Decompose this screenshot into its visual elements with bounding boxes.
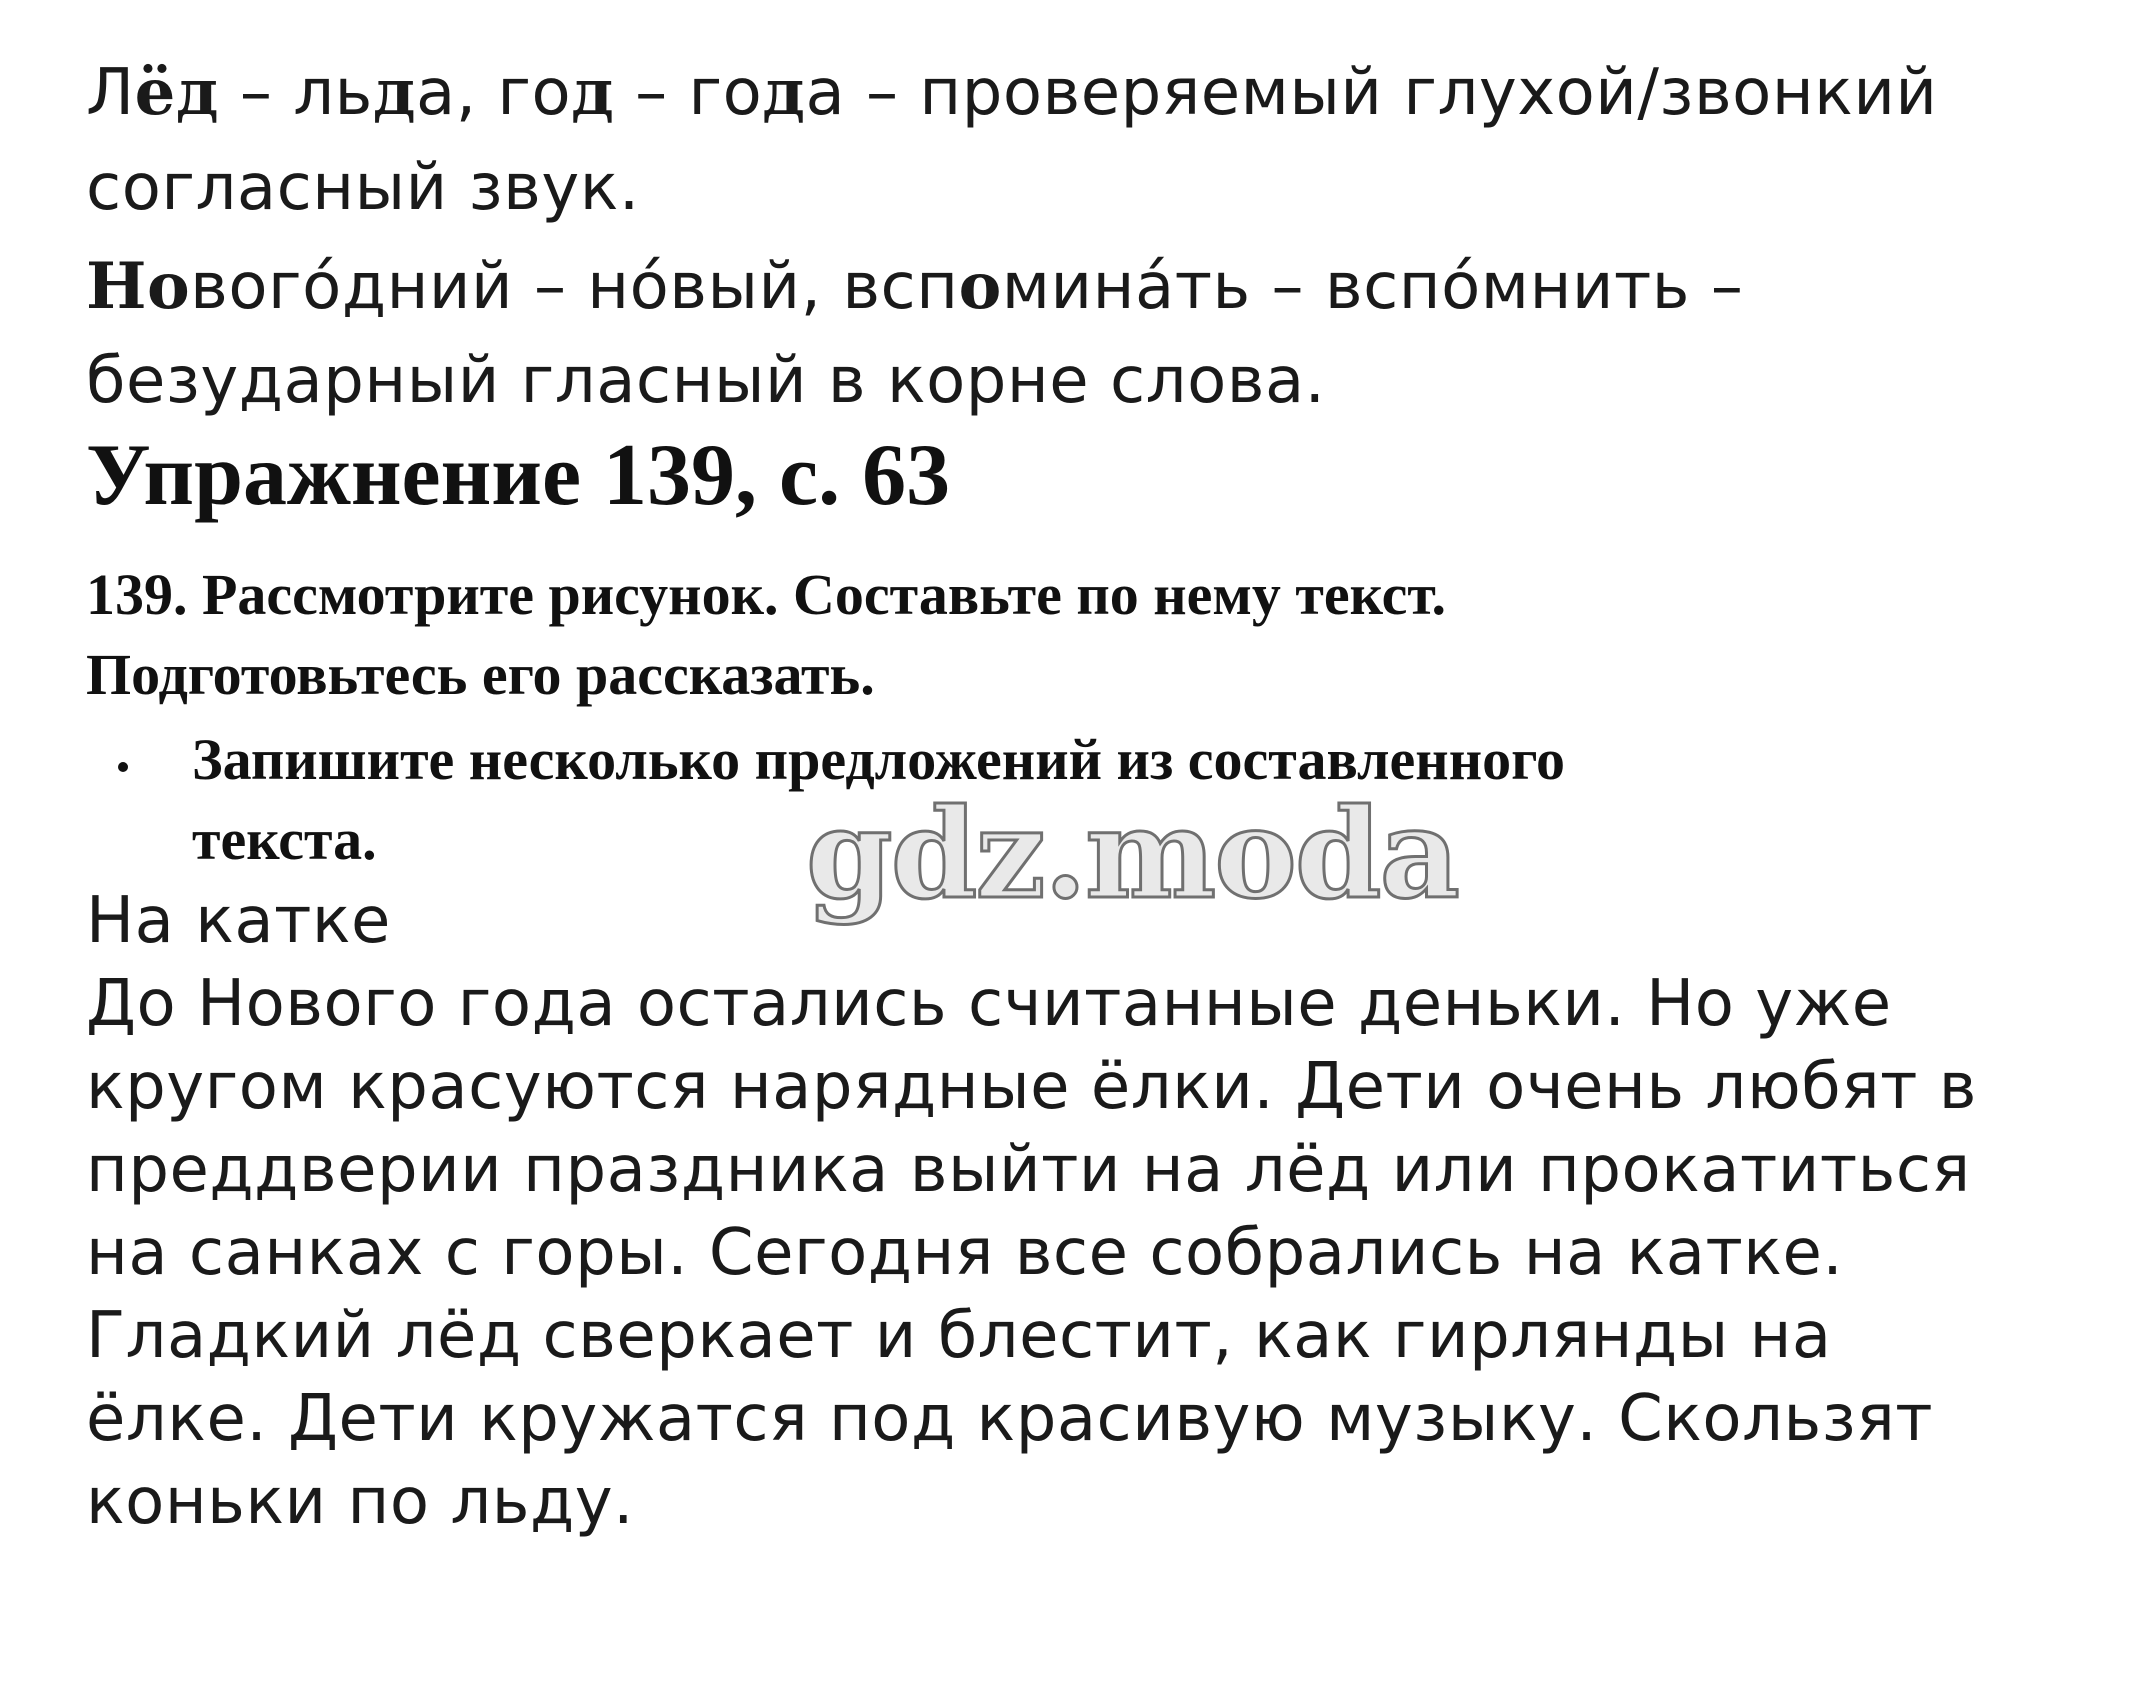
story-title: На катке <box>86 884 391 958</box>
rule1-highlight: д <box>175 55 219 130</box>
rule1-highlight: ё <box>134 55 176 130</box>
rule1-text: Л <box>86 56 135 130</box>
rule2-line2: безударный гласный в корне слова. <box>86 344 1326 418</box>
task-line2: Подготовьтесь его рассказать. <box>86 642 875 707</box>
rule1-highlight: д <box>571 55 615 130</box>
rule1-text: а – проверяемый глухой/звонкий <box>805 56 1938 130</box>
rule1-line2: согласный звук. <box>86 151 640 225</box>
rule2-line1 <box>86 246 1743 328</box>
rule1-text: – ль <box>219 56 373 130</box>
story-line: кругом красуются нарядные ёлки. Дети очень любят в <box>86 1050 1977 1124</box>
rule2-highlight: Н <box>86 249 147 324</box>
bullet-icon <box>118 762 128 772</box>
story-line: коньки по льду. <box>86 1465 634 1539</box>
rule1-text: – го <box>614 56 763 130</box>
rule1-text: а, го <box>415 56 572 130</box>
bullet-line2: текста. <box>192 807 377 872</box>
story-line: До Нового года остались считанные деньки. Но уже <box>86 967 1892 1041</box>
task-line1: 139. Рассмотрите рисунок. Составьте по нему текст. <box>86 562 1446 627</box>
rule2-highlight: о <box>958 249 1002 324</box>
rule1-line1 <box>86 52 1938 134</box>
rule1-highlight: д <box>762 55 806 130</box>
rule2-text: мина́ть – вспо́мнить – <box>1001 250 1744 324</box>
bullet-line1: Запишите несколько предложений из составленного <box>192 727 1566 792</box>
story-line: преддверии праздника выйти на лёд или прокатиться <box>86 1133 1971 1207</box>
story-line: ёлке. Дети кружатся под красивую музыку. Скользят <box>86 1382 1933 1456</box>
rule2-highlight: о <box>146 249 191 324</box>
story-line: Гладкий лёд сверкает и блестит, как гирлянды на <box>86 1299 1832 1373</box>
watermark-logo: gdz.moda <box>806 782 1458 927</box>
rule2-text: вого́дний – но́вый, всп <box>190 250 959 324</box>
story-line: на санках с горы. Сегодня все собрались на катке. <box>86 1216 1844 1290</box>
exercise-heading: Упражнение 139, с. 63 <box>86 427 951 524</box>
rule1-highlight: д <box>372 55 416 130</box>
